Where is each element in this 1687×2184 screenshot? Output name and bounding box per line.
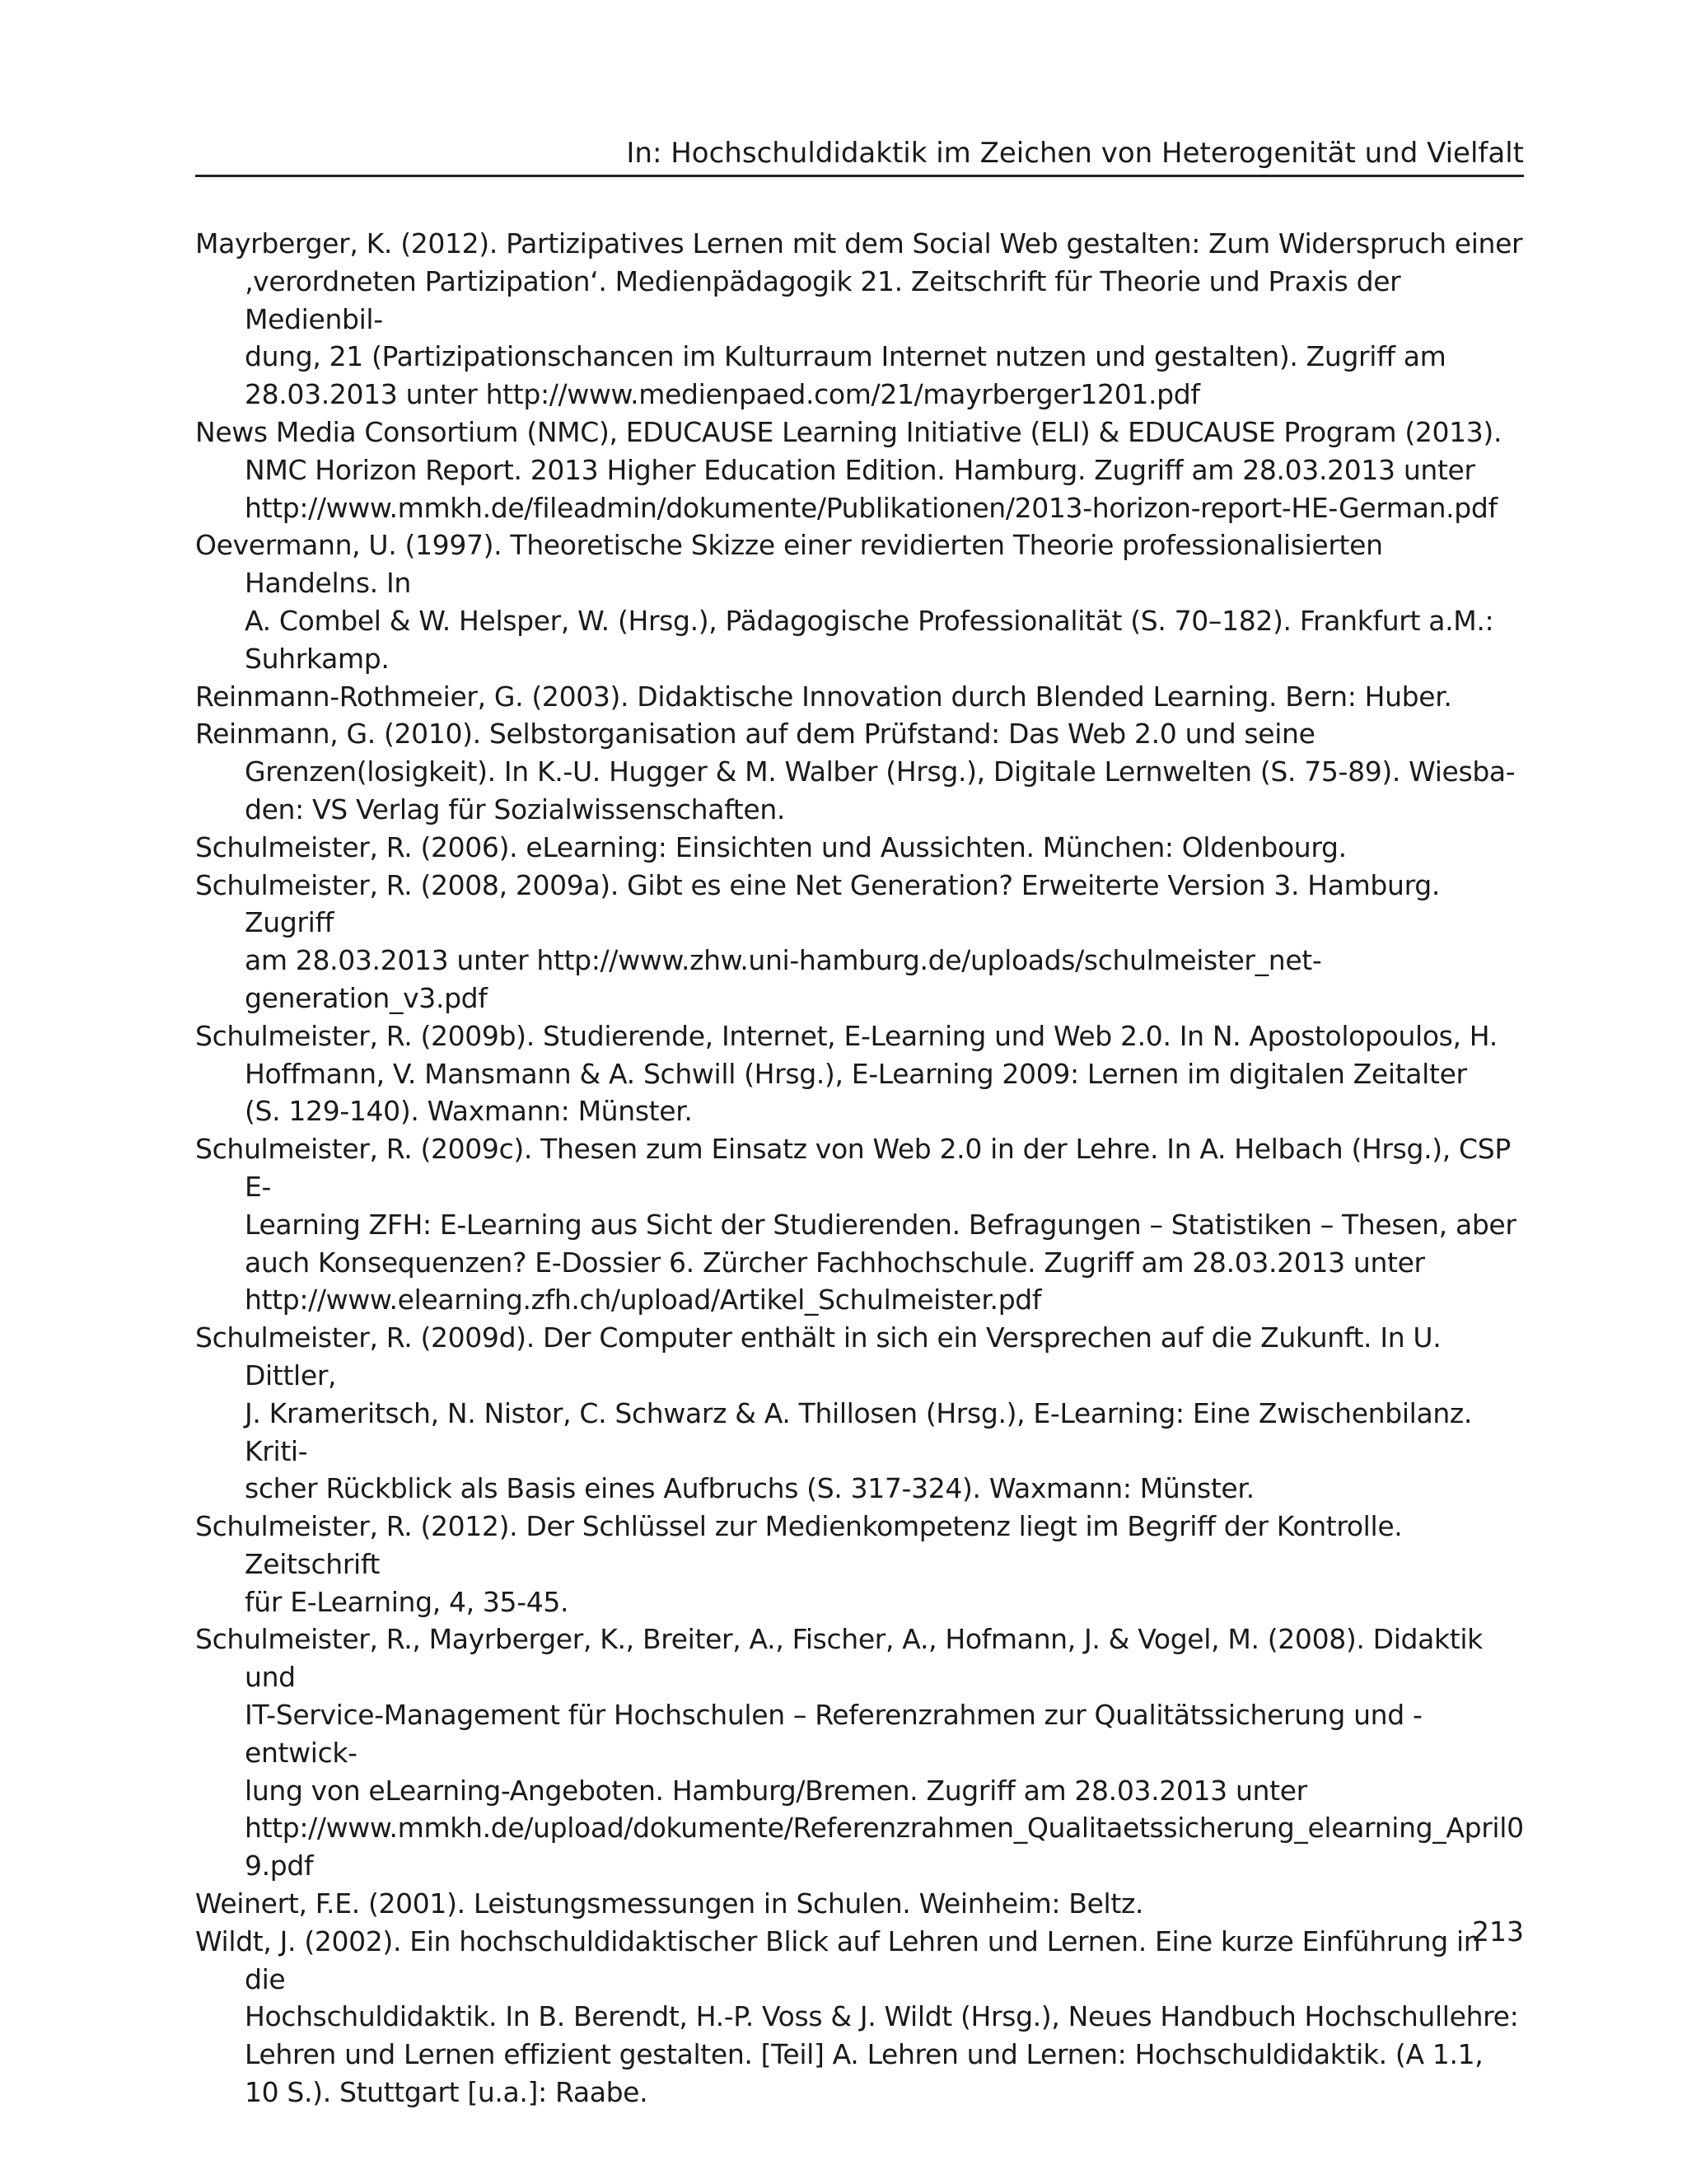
reference-entry: Mayrberger, K. (2012). Partizipatives Lernen mit dem Social Web gestalten: Zum Widerspruch einer ‚verordneten Partizipation‘. Medienpädagogik 21. Zeitschrift für Theorie und Praxis der Medienbil- dung, 21 (Partizipationschancen im Kulturraum Internet nutzen und gestalten). Zugriff am 28.03.2013 unter http://www.medienpaed.com/21/mayrberger1201.pdf <box>195 227 1523 411</box>
reference-list <box>195 225 1524 2112</box>
reference-entry: News Media Consortium (NMC), EDUCAUSE Learning Initiative (ELI) & EDUCAUSE Program (2013). NMC Horizon Report. 2013 Higher Education Edition. Hamburg. Zugriff am 28.03.2013 unter http://www.mmkh.de/fileadmin/dokumente/Publikationen/2013-horizon-report-HE-German.pdf <box>195 415 1502 524</box>
reference-entry: Schulmeister, R. (2009c). Thesen zum Einsatz von Web 2.0 in der Lehre. In A. Helbach (Hrsg.), CSP E- Learning ZFH: E-Learning aus Sicht der Studierenden. Befragungen – Statistiken – Thesen, aber auch Konsequenzen? E-Dossier 6. Zürcher Fachhochschule. Zugriff am 28.03.2013 unter http://www.elearning.zfh.ch/upload/Artikel_Schulmeister.pdf <box>195 1133 1516 1316</box>
reference-entry: Schulmeister, R. (2006). eLearning: Einsichten und Aussichten. München: Oldenbourg. <box>195 830 1347 863</box>
reference-entry: Reinmann, G. (2010). Selbstorganisation auf dem Prüfstand: Das Web 2.0 und seine Grenzen(losigkeit). In K.-U. Hugger & M. Walber (Hrsg.), Digitale Lernwelten (S. 75-89). Wiesba- den: VS Verlag für Sozialwissenschaften. <box>195 718 1516 825</box>
reference-entry: Wildt, J. (2002). Ein hochschuldidaktischer Blick auf Lehren und Lernen. Eine kurze Einführung in die Hochschuldidaktik. In B. Berendt, H.-P. Voss & J. Wildt (Hrsg.), Neues Handbuch Hochschullehre: Lehren und Lernen effizient gestalten. [Teil] A. Lehren und Lernen: Hochschuldidaktik. (A 1.1, 10 S.). Stuttgart [u.a.]: Raabe. <box>195 1924 1519 2109</box>
running-header <box>195 136 1524 177</box>
reference-entry: Reinmann-Rothmeier, G. (2003). Didaktische Innovation durch Blended Learning. Bern: Huber. <box>195 680 1452 713</box>
reference-entry: Schulmeister, R., Mayrberger, K., Breiter, A., Fischer, A., Hofmann, J. & Vogel, M. (2008). Didaktik und IT-Service-Management für Hochschulen – Referenzrahmen zur Qualitätssicherung und -entwick- lung von eLearning-Angeboten. Hamburg/Bremen. Zugriff am 28.03.2013 unter http://www.mmkh.de/upload/dokumente/Referenzrahmen_Qualitaetssicherung_elearning_April0 9.pdf <box>195 1623 1524 1882</box>
reference-entry: Schulmeister, R. (2009b). Studierende, Internet, E-Learning und Web 2.0. In N. Apostolopoulos, H. Hoffmann, V. Mansmann & A. Schwill (Hrsg.), E-Learning 2009: Lernen im digitalen Zeitalter (S. 129-140). Waxmann: Münster. <box>195 1019 1498 1128</box>
reference-entry: Schulmeister, R. (2012). Der Schlüssel zur Medienkompetenz liegt im Begriff der Kontrolle. Zeitschrift für E-Learning, 4, 35-45. <box>195 1510 1403 1618</box>
reference-entry: Schulmeister, R. (2009d). Der Computer enthält in sich ein Versprechen auf die Zukunft. In U. Dittler, J. Krameritsch, N. Nistor, C. Schwarz & A. Thillosen (Hrsg.), E-Learning: Eine Zwischenbilanz. Kriti- scher Rückblick als Basis eines Aufbruchs (S. 317-324). Waxmann: Münster. <box>195 1321 1473 1505</box>
running-title: In: Hochschuldidaktik im Zeichen von Heterogenität und Vielfalt <box>626 137 1524 170</box>
reference-entry: Weinert, F.E. (2001). Leistungsmessungen in Schulen. Weinheim: Beltz. <box>195 1887 1144 1920</box>
reference-entry: Schulmeister, R. (2008, 2009a). Gibt es eine Net Generation? Erweiterte Version 3. Hamburg. Zugriff am 28.03.2013 unter http://www.zhw.uni-hamburg.de/uploads/schulmeister_net- generation_v3.pdf <box>195 868 1440 1014</box>
reference-entry: Oevermann, U. (1997). Theoretische Skizze einer revidierten Theorie professionalisierten Handelns. In A. Combel & W. Helsper, W. (Hrsg.), Pädagogische Professionalität (S. 70–182). Frankfurt a.M.: Suhrkamp. <box>195 529 1494 675</box>
page-number: 213 <box>1472 1915 1524 1948</box>
